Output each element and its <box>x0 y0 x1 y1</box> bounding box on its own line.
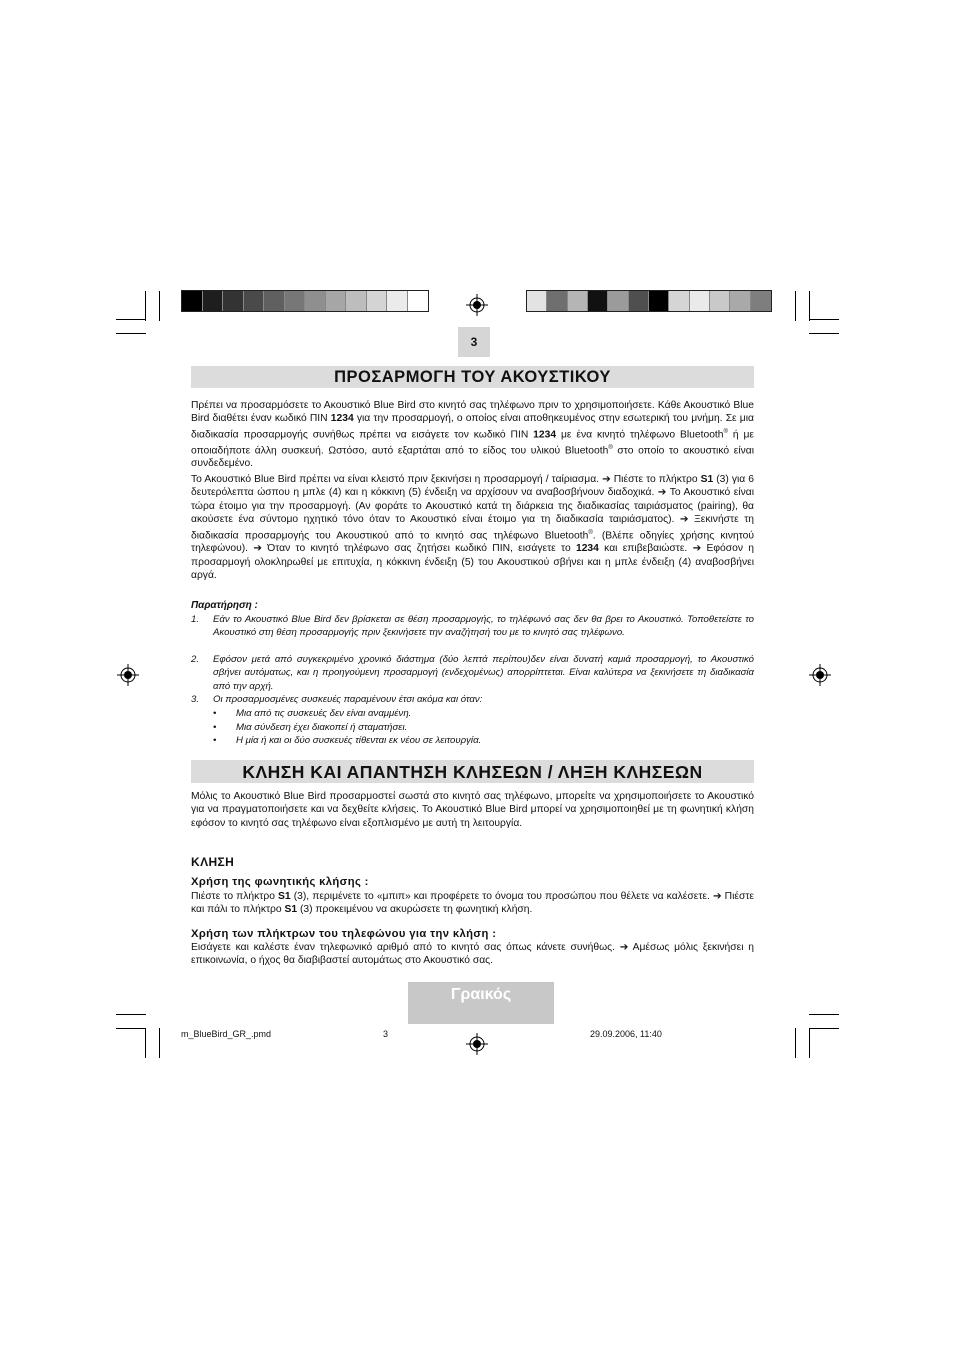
paragraph-keypad-dial: Εισάγετε και καλέστε έναν τηλεφωνικό αριθμό από το κινητό σας όπως κάνετε συνήθως. ➔ Αμέσως μόλις ξεκινήσει η επικοινωνία, ο ήχος θα διαβιβαστεί αυτομάτως στο Ακουστικό σας. <box>191 942 754 967</box>
color-swatch <box>710 291 730 311</box>
color-swatch <box>527 291 547 311</box>
bullet-item: • Η μία ή και οι δύο συσκευές τίθενται εκ νέου σε λειτουργία. <box>213 735 482 746</box>
bullet-item: • Μια σύνδεση έχει διακοπεί ή σταματήσει. <box>213 722 408 733</box>
color-swatch <box>690 291 710 311</box>
crop-mark-bottom-left-v2 <box>159 1028 160 1058</box>
crop-mark-top-right-h2 <box>809 333 839 334</box>
paragraph-pairing-intro: Πρέπει να προσαρμόσετε το Ακουστικό Blue Bird στο κινητό σας τηλέφωνο πριν το χρησιμοποιήσετε. Κάθε Ακουστικό Blue Bird διαθέτει έναν κωδικό ΠΙΝ 1234 για την προσαρμογή, ο οποίος είναι αποθηκευμένος στην εσωτερική του μνήμη. Σε μια διαδικασία προσαρμογής συνήθως πρέπει να εισάγετε τον κωδικό ΠΙΝ 1234 με ένα κινητό τηλέφωνο Bluetooth® ή με οποιαδήποτε άλλη συσκευή. Ωστόσο, αυτό εξαρτάται από το είδος του υλικού Bluetooth® στο οποίο το ακουστικό είναι συνδεδεμένο. <box>191 400 755 470</box>
arrow-icon: ➔ <box>712 891 722 902</box>
arrow-icon: ➔ <box>692 543 702 555</box>
color-swatch <box>346 291 367 311</box>
crop-mark-bottom-left-v <box>145 1028 146 1058</box>
registration-mark-icon <box>466 1033 488 1055</box>
arrow-icon: ➔ <box>657 487 667 499</box>
color-swatch <box>387 291 408 311</box>
bullet-item: • Μια από τις συσκευές δεν είναι αναμμένη. <box>213 708 412 719</box>
paragraph-calls-intro: Μόλις το Ακουστικό Blue Bird προσαρμοστεί σωστά στο κινητό σας τηλέφωνο, μπορείτε να χρησιμοποιήσετε το Ακουστικό για να πραγματοποιήσετε και να δεχθείτε κλήσεις. Το Ακουστικό Blue Bird μπορεί να χρησιμοποιηθεί με τη φωνητική κλήση εφόσον το κινητό σας τηλέφωνο είναι εξοπλισμένο με αυτή τη λειτουργία. <box>191 791 754 829</box>
note-item: 2. Εφόσον μετά από συγκεκριμένο χρονικό διάστημα (δύο λεπτά περίπου)δεν είναι δυνατή καμιά προσαρμογή, το Ακουστικό σβήνει αυτόματως, και η προηγούμενη προσαρμογή (ενδεχομένως) απορρίπτεται. Είναι καλύτερα να ξεκινήσετε τη διαδικασία από την αρχή. <box>191 654 754 692</box>
color-swatch <box>264 291 285 311</box>
footer-page: 3 <box>383 1029 389 1039</box>
color-bar-left <box>181 290 429 312</box>
color-swatch <box>547 291 567 311</box>
language-tab: Γραικός <box>408 982 554 1024</box>
color-swatch <box>408 291 429 311</box>
crop-mark-top-left-v <box>145 291 146 321</box>
crop-mark-bottom-right-v2 <box>809 1028 810 1058</box>
footer-filename: m_BlueBird_GR_.pmd <box>181 1029 272 1039</box>
crop-mark-top-left-v2 <box>159 291 160 321</box>
keypad-dial-heading: Χρήση των πλήκτρων του τηλεφώνου για την κλήση : <box>191 928 497 940</box>
crop-mark-bottom-left-h <box>116 1014 146 1015</box>
color-swatch <box>751 291 771 311</box>
color-swatch <box>285 291 306 311</box>
color-swatch <box>568 291 588 311</box>
color-swatch <box>223 291 244 311</box>
crop-mark-bottom-right-v <box>795 1028 796 1058</box>
crop-mark-bottom-left-h2 <box>116 1028 146 1029</box>
color-swatch <box>730 291 750 311</box>
section-heading-calls: ΚΛΗΣΗ ΚΑΙ ΑΠΑΝΤΗΣΗ ΚΛΗΣΕΩΝ / ΛΗΞΗ ΚΛΗΣΕΩΝ <box>191 760 754 783</box>
voice-dial-heading: Χρήση της φωνητικής κλήσης : <box>191 876 369 888</box>
page-number-badge: 3 <box>458 327 490 357</box>
note-item: 3. Οι προσαρμοσμένες συσκευές παραμένουν έτσι ακόμα και όταν: <box>191 694 483 705</box>
color-swatch <box>244 291 265 311</box>
note-title: Παρατήρηση : <box>191 600 258 611</box>
note-item: 1. Εάν το Ακουστικό Blue Bird δεν βρίσκεται σε θέση προσαρμογής, το τηλέφωνό σας δεν θα βρει το Ακουστικό. Τοποθετείστε το Ακουστικό στη θέση προσαρμογής πριν ξεκινήσετε την αναζήτησή του με το κινητό σας τηλέφωνο. <box>191 614 754 639</box>
paragraph-pairing-steps: Το Ακουστικό Blue Bird πρέπει να είναι κλειστό πριν ξεκινήσει η προσαρμογή / ταίριασμα. ➔ Πιέστε το πλήκτρο S1 (3) για 6 δευτερόλεπτα ώσπου η μπλε (4) και η κόκκινη (5) ένδειξη να αρχίσουν να αναβοσβήνουν διαδοχικά. ➔ Το Ακουστικό είναι τώρα έτοιμο για την προσαρμογή. (Αν φοράτε το Ακουστικό κατά τη διάρκεια της διαδικασίας ταιριάσματος (pairing), θα ακούσετε ένα σύντομο ηχητικό τόνο όταν το Ακουστικό είναι έτοιμο για τη διαδικασία ταιριάσματος). ➔ Ξεκινήστε τη διαδικασία προσαρμογής του Ακουστικού από το κινητό σας τηλέφωνο Bluetooth®. (Βλέπε οδηγίες χρήσης κινητού τηλεφώνου). ➔ Όταν το κινητό τηλέφωνο σας ζητήσει κωδικό ΠΙΝ, εισάγετε το 1234 και επιβεβαιώστε. ➔ Εφόσον η προσαρμογή ολοκληρωθεί με επιτυχία, η κόκκινη ένδειξη (5) του Ακουστικού σβήνει και η μπλε ένδειξη (4) αναβοσβήνει αργά. <box>191 474 755 582</box>
color-swatch <box>203 291 224 311</box>
color-swatch <box>305 291 326 311</box>
color-swatch <box>649 291 669 311</box>
color-swatch <box>669 291 689 311</box>
registration-mark-icon <box>809 664 831 686</box>
arrow-icon: ➔ <box>619 942 629 953</box>
arrow-icon: ➔ <box>602 474 611 485</box>
crop-mark-bottom-right-h <box>809 1014 839 1015</box>
color-swatch <box>367 291 388 311</box>
color-swatch <box>608 291 628 311</box>
color-swatch <box>326 291 347 311</box>
crop-mark-bottom-right-h2 <box>809 1028 839 1029</box>
registration-mark-icon <box>466 294 488 316</box>
arrow-icon: ➔ <box>679 514 689 526</box>
crop-mark-top-right-h <box>809 319 839 320</box>
registration-mark-icon <box>117 664 139 686</box>
color-swatch <box>629 291 649 311</box>
color-bar-right <box>526 290 772 312</box>
crop-mark-top-left-h2 <box>116 333 146 334</box>
crop-mark-top-right-v <box>795 291 796 321</box>
footer-datetime: 29.09.2006, 11:40 <box>590 1029 662 1039</box>
paragraph-voice-dial: Πιέστε το πλήκτρο S1 (3), περιμένετε το «μπιπ» και προφέρετε το όνομα του προσώπου που θέλετε να καλέσετε. ➔ Πιέστε και πάλι το πλήκτρο S1 (3) προκειμένου να ακυρώσετε τη φωνητική κλήση. <box>191 891 754 916</box>
section-heading-pairing: ΠΡΟΣΑΡΜΟΓΗ ΤΟΥ ΑΚΟΥΣΤΙΚΟΥ <box>191 366 754 388</box>
color-swatch <box>182 291 203 311</box>
crop-mark-top-left-h <box>116 319 146 320</box>
arrow-icon: ➔ <box>253 543 262 555</box>
color-swatch <box>588 291 608 311</box>
crop-mark-top-right-v2 <box>809 291 810 321</box>
call-heading: ΚΛΗΣΗ <box>191 855 235 869</box>
